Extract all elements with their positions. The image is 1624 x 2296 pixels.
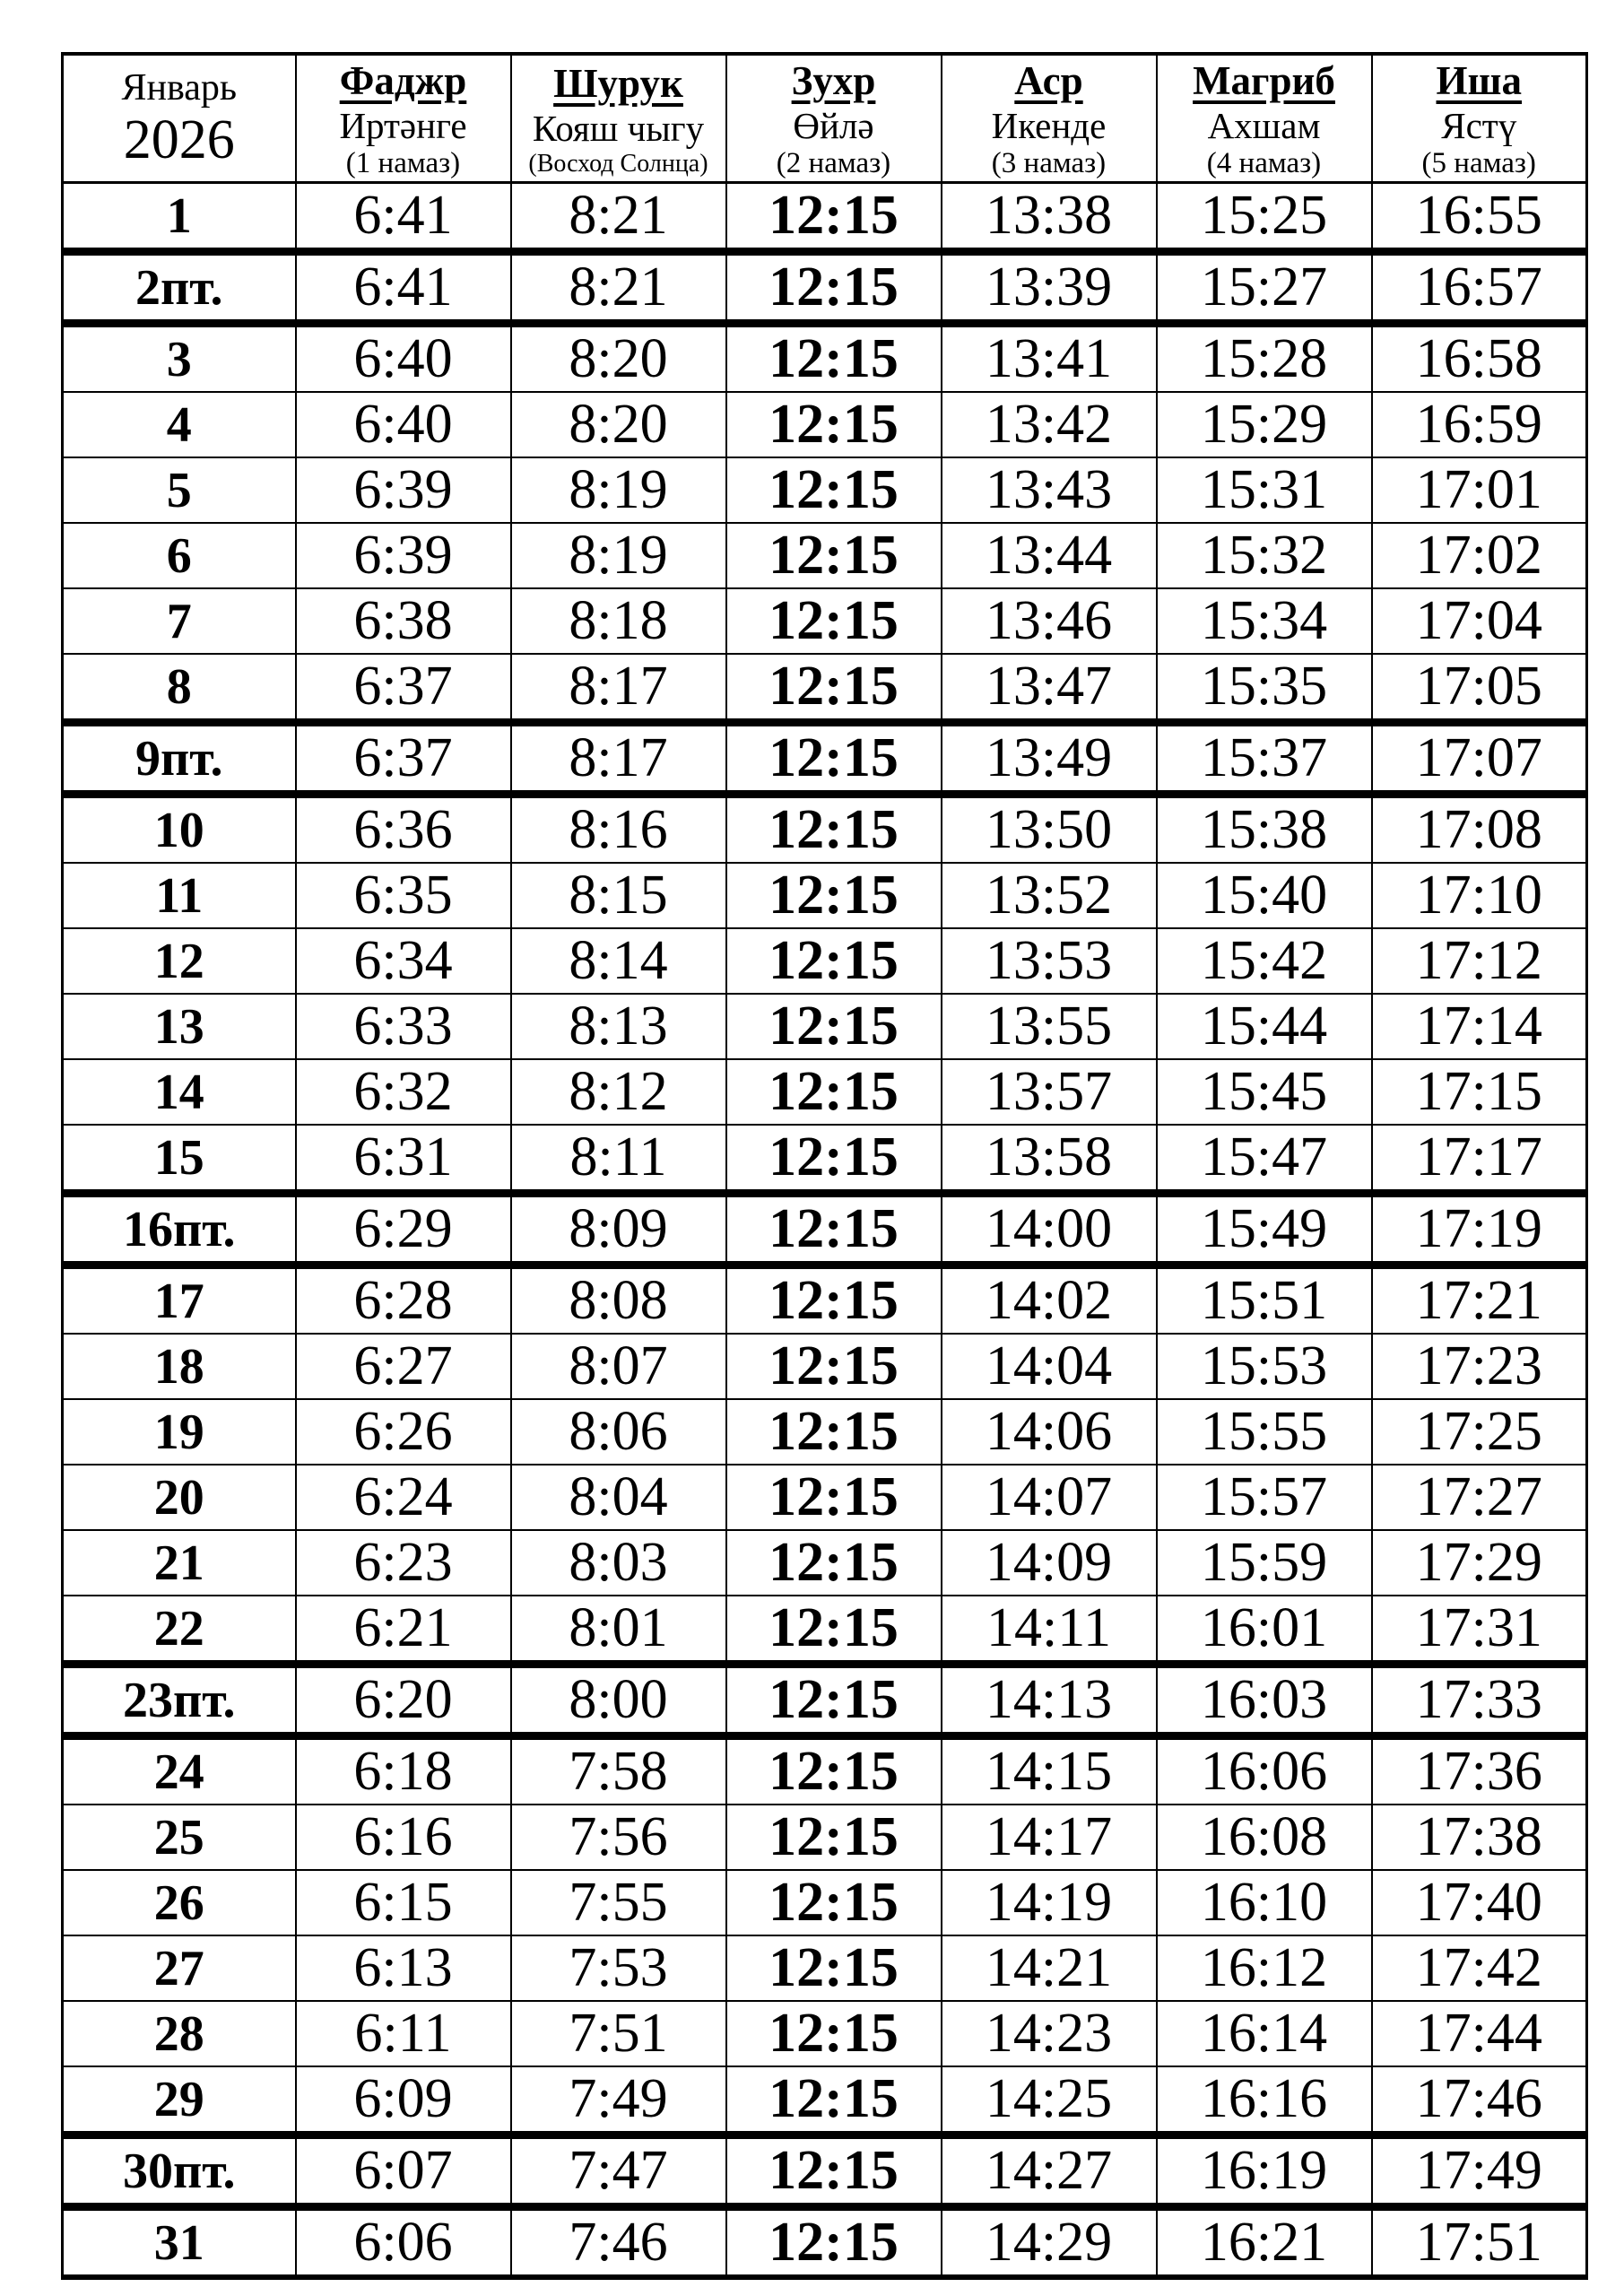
column-title: Иша bbox=[1436, 58, 1522, 103]
time-cell-maghrib: 16:10 bbox=[1157, 1870, 1372, 1935]
time-cell-zuhr: 12:15 bbox=[726, 183, 942, 252]
time-cell-asr: 14:19 bbox=[942, 1870, 1157, 1935]
column-header-isha bbox=[1372, 54, 1587, 183]
time-cell-zuhr: 12:15 bbox=[726, 1935, 942, 2001]
month-label: Январь bbox=[121, 66, 238, 109]
time-cell-shuruk: 8:19 bbox=[511, 457, 726, 523]
table-row bbox=[63, 1465, 1587, 1530]
table-row bbox=[63, 1194, 1587, 1265]
time-cell-shuruk: 8:14 bbox=[511, 928, 726, 994]
time-cell-shuruk: 8:15 bbox=[511, 863, 726, 928]
time-cell-isha: 17:05 bbox=[1372, 654, 1587, 723]
day-cell: 13 bbox=[63, 994, 296, 1059]
table-row bbox=[63, 2066, 1587, 2135]
time-cell-fajr: 6:40 bbox=[296, 324, 511, 393]
time-cell-maghrib: 15:25 bbox=[1157, 183, 1372, 252]
day-cell: 9пт. bbox=[63, 723, 296, 795]
table-row bbox=[63, 1736, 1587, 1805]
time-cell-isha: 17:33 bbox=[1372, 1665, 1587, 1736]
day-cell: 14 bbox=[63, 1059, 296, 1125]
time-cell-fajr: 6:33 bbox=[296, 994, 511, 1059]
time-cell-maghrib: 16:12 bbox=[1157, 1935, 1372, 2001]
time-cell-maghrib: 15:35 bbox=[1157, 654, 1372, 723]
time-cell-asr: 14:00 bbox=[942, 1194, 1157, 1265]
time-cell-maghrib: 15:38 bbox=[1157, 795, 1372, 864]
time-cell-shuruk: 8:03 bbox=[511, 1530, 726, 1596]
table-row bbox=[63, 183, 1587, 252]
time-cell-isha: 17:12 bbox=[1372, 928, 1587, 994]
time-cell-isha: 17:08 bbox=[1372, 795, 1587, 864]
time-cell-shuruk: 8:18 bbox=[511, 588, 726, 654]
time-cell-isha: 17:10 bbox=[1372, 863, 1587, 928]
time-cell-zuhr: 12:15 bbox=[726, 523, 942, 588]
time-cell-zuhr: 12:15 bbox=[726, 1465, 942, 1530]
table-row bbox=[63, 1334, 1587, 1399]
time-cell-asr: 13:43 bbox=[942, 457, 1157, 523]
time-cell-fajr: 6:32 bbox=[296, 1059, 511, 1125]
time-cell-maghrib: 15:59 bbox=[1157, 1530, 1372, 1596]
day-cell: 15 bbox=[63, 1125, 296, 1194]
time-cell-shuruk: 8:13 bbox=[511, 994, 726, 1059]
time-cell-zuhr: 12:15 bbox=[726, 392, 942, 457]
time-cell-asr: 14:04 bbox=[942, 1334, 1157, 1399]
time-cell-zuhr: 12:15 bbox=[726, 252, 942, 324]
time-cell-fajr: 6:28 bbox=[296, 1265, 511, 1335]
header-row bbox=[63, 54, 1587, 183]
time-cell-asr: 14:13 bbox=[942, 1665, 1157, 1736]
time-cell-asr: 13:55 bbox=[942, 994, 1157, 1059]
time-cell-zuhr: 12:15 bbox=[726, 588, 942, 654]
time-cell-maghrib: 15:37 bbox=[1157, 723, 1372, 795]
time-cell-maghrib: 15:53 bbox=[1157, 1334, 1372, 1399]
time-cell-isha: 17:01 bbox=[1372, 457, 1587, 523]
table-row bbox=[63, 723, 1587, 795]
time-cell-fajr: 6:38 bbox=[296, 588, 511, 654]
time-cell-isha: 17:51 bbox=[1372, 2207, 1587, 2278]
time-cell-zuhr: 12:15 bbox=[726, 1530, 942, 1596]
time-cell-fajr: 6:39 bbox=[296, 523, 511, 588]
table-row bbox=[63, 928, 1587, 994]
time-cell-shuruk: 7:56 bbox=[511, 1805, 726, 1870]
table-row bbox=[63, 2207, 1587, 2278]
time-cell-zuhr: 12:15 bbox=[726, 1870, 942, 1935]
column-caption: (4 намаз) bbox=[1206, 147, 1322, 180]
time-cell-shuruk: 8:21 bbox=[511, 252, 726, 324]
table-row bbox=[63, 588, 1587, 654]
day-cell: 28 bbox=[63, 2001, 296, 2066]
time-cell-fajr: 6:31 bbox=[296, 1125, 511, 1194]
day-cell: 24 bbox=[63, 1736, 296, 1805]
day-cell: 19 bbox=[63, 1399, 296, 1465]
time-cell-maghrib: 16:03 bbox=[1157, 1665, 1372, 1736]
time-cell-asr: 14:21 bbox=[942, 1935, 1157, 2001]
time-cell-fajr: 6:11 bbox=[296, 2001, 511, 2066]
time-cell-fajr: 6:36 bbox=[296, 795, 511, 864]
time-cell-zuhr: 12:15 bbox=[726, 1736, 942, 1805]
column-caption: (2 намаз) bbox=[776, 147, 891, 180]
day-cell: 30пт. bbox=[63, 2135, 296, 2207]
time-cell-zuhr: 12:15 bbox=[726, 795, 942, 864]
time-cell-zuhr: 12:15 bbox=[726, 654, 942, 723]
column-subtitle: Икенде bbox=[991, 105, 1107, 147]
time-cell-maghrib: 15:49 bbox=[1157, 1194, 1372, 1265]
day-cell: 20 bbox=[63, 1465, 296, 1530]
time-cell-shuruk: 8:17 bbox=[511, 654, 726, 723]
time-cell-isha: 17:27 bbox=[1372, 1465, 1587, 1530]
time-cell-fajr: 6:13 bbox=[296, 1935, 511, 2001]
day-cell: 7 bbox=[63, 588, 296, 654]
time-cell-fajr: 6:29 bbox=[296, 1194, 511, 1265]
time-cell-maghrib: 15:34 bbox=[1157, 588, 1372, 654]
time-cell-shuruk: 8:12 bbox=[511, 1059, 726, 1125]
time-cell-fajr: 6:07 bbox=[296, 2135, 511, 2207]
time-cell-fajr: 6:15 bbox=[296, 1870, 511, 1935]
time-cell-shuruk: 8:19 bbox=[511, 523, 726, 588]
time-cell-asr: 13:53 bbox=[942, 928, 1157, 994]
time-cell-isha: 17:44 bbox=[1372, 2001, 1587, 2066]
day-cell: 25 bbox=[63, 1805, 296, 1870]
time-cell-zuhr: 12:15 bbox=[726, 1805, 942, 1870]
day-cell: 1 bbox=[63, 183, 296, 252]
day-cell: 31 bbox=[63, 2207, 296, 2278]
day-cell: 6 bbox=[63, 523, 296, 588]
time-cell-isha: 17:40 bbox=[1372, 1870, 1587, 1935]
time-cell-fajr: 6:18 bbox=[296, 1736, 511, 1805]
table-row bbox=[63, 654, 1587, 723]
time-cell-asr: 13:39 bbox=[942, 252, 1157, 324]
time-cell-shuruk: 7:58 bbox=[511, 1736, 726, 1805]
day-cell: 12 bbox=[63, 928, 296, 994]
time-cell-shuruk: 8:09 bbox=[511, 1194, 726, 1265]
column-subtitle: Иртәнге bbox=[339, 105, 467, 147]
time-cell-maghrib: 16:06 bbox=[1157, 1736, 1372, 1805]
time-cell-fajr: 6:23 bbox=[296, 1530, 511, 1596]
time-cell-zuhr: 12:15 bbox=[726, 2135, 942, 2207]
time-cell-maghrib: 15:45 bbox=[1157, 1059, 1372, 1125]
day-cell: 4 bbox=[63, 392, 296, 457]
time-cell-zuhr: 12:15 bbox=[726, 1596, 942, 1665]
time-cell-asr: 13:38 bbox=[942, 183, 1157, 252]
time-cell-shuruk: 8:01 bbox=[511, 1596, 726, 1665]
column-subtitle: Кояш чыгу bbox=[532, 108, 705, 150]
time-cell-isha: 17:23 bbox=[1372, 1334, 1587, 1399]
time-cell-asr: 14:07 bbox=[942, 1465, 1157, 1530]
column-header-asr bbox=[942, 54, 1157, 183]
time-cell-maghrib: 15:51 bbox=[1157, 1265, 1372, 1335]
day-cell: 21 bbox=[63, 1530, 296, 1596]
time-cell-asr: 14:23 bbox=[942, 2001, 1157, 2066]
time-cell-fajr: 6:24 bbox=[296, 1465, 511, 1530]
time-cell-zuhr: 12:15 bbox=[726, 928, 942, 994]
table-row bbox=[63, 1596, 1587, 1665]
time-cell-isha: 17:02 bbox=[1372, 523, 1587, 588]
time-cell-shuruk: 8:20 bbox=[511, 324, 726, 393]
time-cell-shuruk: 7:47 bbox=[511, 2135, 726, 2207]
table-row bbox=[63, 523, 1587, 588]
time-cell-asr: 14:02 bbox=[942, 1265, 1157, 1335]
column-caption: (Восход Солнца) bbox=[528, 150, 708, 178]
time-cell-zuhr: 12:15 bbox=[726, 2001, 942, 2066]
time-cell-isha: 17:25 bbox=[1372, 1399, 1587, 1465]
time-cell-fajr: 6:41 bbox=[296, 183, 511, 252]
time-cell-isha: 17:42 bbox=[1372, 1935, 1587, 2001]
column-caption: (3 намаз) bbox=[991, 147, 1107, 180]
time-cell-shuruk: 7:51 bbox=[511, 2001, 726, 2066]
time-cell-fajr: 6:21 bbox=[296, 1596, 511, 1665]
day-cell: 8 bbox=[63, 654, 296, 723]
table-body bbox=[63, 183, 1587, 2278]
time-cell-isha: 16:55 bbox=[1372, 183, 1587, 252]
time-cell-zuhr: 12:15 bbox=[726, 863, 942, 928]
column-header-shuruk bbox=[511, 54, 726, 183]
time-cell-shuruk: 7:53 bbox=[511, 1935, 726, 2001]
time-cell-shuruk: 7:49 bbox=[511, 2066, 726, 2135]
column-subtitle: Ахшам bbox=[1207, 105, 1321, 147]
day-cell: 10 bbox=[63, 795, 296, 864]
time-cell-maghrib: 15:42 bbox=[1157, 928, 1372, 994]
time-cell-isha: 17:19 bbox=[1372, 1194, 1587, 1265]
time-cell-isha: 16:59 bbox=[1372, 392, 1587, 457]
table-row bbox=[63, 1870, 1587, 1935]
time-cell-maghrib: 16:19 bbox=[1157, 2135, 1372, 2207]
time-cell-fajr: 6:39 bbox=[296, 457, 511, 523]
time-cell-shuruk: 8:11 bbox=[511, 1125, 726, 1194]
table-row bbox=[63, 863, 1587, 928]
time-cell-zuhr: 12:15 bbox=[726, 994, 942, 1059]
time-cell-zuhr: 12:15 bbox=[726, 1059, 942, 1125]
time-cell-isha: 17:29 bbox=[1372, 1530, 1587, 1596]
time-cell-asr: 13:42 bbox=[942, 392, 1157, 457]
time-cell-asr: 14:27 bbox=[942, 2135, 1157, 2207]
column-title: Зухр bbox=[791, 58, 876, 103]
table-row bbox=[63, 252, 1587, 324]
column-title: Аср bbox=[1014, 58, 1083, 103]
day-cell: 27 bbox=[63, 1935, 296, 2001]
time-cell-shuruk: 8:06 bbox=[511, 1399, 726, 1465]
column-header-maghrib bbox=[1157, 54, 1372, 183]
time-cell-maghrib: 15:28 bbox=[1157, 324, 1372, 393]
time-cell-isha: 17:36 bbox=[1372, 1736, 1587, 1805]
table-row bbox=[63, 457, 1587, 523]
time-cell-asr: 13:58 bbox=[942, 1125, 1157, 1194]
time-cell-zuhr: 12:15 bbox=[726, 1399, 942, 1465]
time-cell-maghrib: 15:29 bbox=[1157, 392, 1372, 457]
table-row bbox=[63, 1059, 1587, 1125]
day-cell: 26 bbox=[63, 1870, 296, 1935]
time-cell-asr: 14:17 bbox=[942, 1805, 1157, 1870]
time-cell-zuhr: 12:15 bbox=[726, 1265, 942, 1335]
table-row bbox=[63, 795, 1587, 864]
time-cell-maghrib: 15:47 bbox=[1157, 1125, 1372, 1194]
time-cell-maghrib: 15:27 bbox=[1157, 252, 1372, 324]
time-cell-isha: 17:49 bbox=[1372, 2135, 1587, 2207]
time-cell-shuruk: 8:04 bbox=[511, 1465, 726, 1530]
time-cell-asr: 13:49 bbox=[942, 723, 1157, 795]
column-title: Магриб bbox=[1193, 58, 1335, 103]
day-cell: 3 bbox=[63, 324, 296, 393]
time-cell-zuhr: 12:15 bbox=[726, 2207, 942, 2278]
time-cell-isha: 17:15 bbox=[1372, 1059, 1587, 1125]
time-cell-zuhr: 12:15 bbox=[726, 2066, 942, 2135]
time-cell-fajr: 6:16 bbox=[296, 1805, 511, 1870]
time-cell-fajr: 6:35 bbox=[296, 863, 511, 928]
time-cell-fajr: 6:06 bbox=[296, 2207, 511, 2278]
time-cell-shuruk: 7:55 bbox=[511, 1870, 726, 1935]
time-cell-zuhr: 12:15 bbox=[726, 1125, 942, 1194]
time-cell-isha: 17:31 bbox=[1372, 1596, 1587, 1665]
time-cell-zuhr: 12:15 bbox=[726, 457, 942, 523]
table-row bbox=[63, 1530, 1587, 1596]
time-cell-maghrib: 15:40 bbox=[1157, 863, 1372, 928]
time-cell-isha: 17:46 bbox=[1372, 2066, 1587, 2135]
time-cell-maghrib: 15:31 bbox=[1157, 457, 1372, 523]
time-cell-isha: 17:38 bbox=[1372, 1805, 1587, 1870]
time-cell-shuruk: 8:07 bbox=[511, 1334, 726, 1399]
table-row bbox=[63, 1935, 1587, 2001]
day-cell: 11 bbox=[63, 863, 296, 928]
time-cell-maghrib: 16:16 bbox=[1157, 2066, 1372, 2135]
time-cell-isha: 17:14 bbox=[1372, 994, 1587, 1059]
table-row bbox=[63, 994, 1587, 1059]
day-cell: 16пт. bbox=[63, 1194, 296, 1265]
time-cell-maghrib: 16:14 bbox=[1157, 2001, 1372, 2066]
time-cell-fajr: 6:27 bbox=[296, 1334, 511, 1399]
column-header-zuhr bbox=[726, 54, 942, 183]
time-cell-fajr: 6:34 bbox=[296, 928, 511, 994]
time-cell-shuruk: 8:08 bbox=[511, 1265, 726, 1335]
column-caption: (1 намаз) bbox=[345, 147, 461, 180]
time-cell-zuhr: 12:15 bbox=[726, 324, 942, 393]
table-row bbox=[63, 2001, 1587, 2066]
time-cell-maghrib: 15:57 bbox=[1157, 1465, 1372, 1530]
time-cell-isha: 17:21 bbox=[1372, 1265, 1587, 1335]
table-row bbox=[63, 1805, 1587, 1870]
time-cell-fajr: 6:26 bbox=[296, 1399, 511, 1465]
time-cell-maghrib: 15:44 bbox=[1157, 994, 1372, 1059]
column-title: Шурук bbox=[553, 60, 683, 106]
column-title: Фаджр bbox=[339, 58, 467, 103]
day-cell: 2пт. bbox=[63, 252, 296, 324]
time-cell-fajr: 6:37 bbox=[296, 723, 511, 795]
day-cell: 5 bbox=[63, 457, 296, 523]
time-cell-shuruk: 8:16 bbox=[511, 795, 726, 864]
column-caption: (5 намаз) bbox=[1421, 147, 1536, 180]
time-cell-shuruk: 8:17 bbox=[511, 723, 726, 795]
time-cell-fajr: 6:20 bbox=[296, 1665, 511, 1736]
day-cell: 22 bbox=[63, 1596, 296, 1665]
table-row bbox=[63, 324, 1587, 393]
time-cell-fajr: 6:41 bbox=[296, 252, 511, 324]
time-cell-asr: 13:57 bbox=[942, 1059, 1157, 1125]
time-cell-fajr: 6:37 bbox=[296, 654, 511, 723]
time-cell-zuhr: 12:15 bbox=[726, 1194, 942, 1265]
time-cell-shuruk: 7:46 bbox=[511, 2207, 726, 2278]
table-row bbox=[63, 1665, 1587, 1736]
time-cell-asr: 14:11 bbox=[942, 1596, 1157, 1665]
time-cell-zuhr: 12:15 bbox=[726, 1334, 942, 1399]
time-cell-asr: 13:47 bbox=[942, 654, 1157, 723]
column-header-fajr bbox=[296, 54, 511, 183]
time-cell-asr: 14:15 bbox=[942, 1736, 1157, 1805]
time-cell-shuruk: 8:20 bbox=[511, 392, 726, 457]
time-cell-maghrib: 15:32 bbox=[1157, 523, 1372, 588]
time-cell-isha: 16:58 bbox=[1372, 324, 1587, 393]
time-cell-asr: 13:41 bbox=[942, 324, 1157, 393]
time-cell-asr: 14:29 bbox=[942, 2207, 1157, 2278]
time-cell-fajr: 6:40 bbox=[296, 392, 511, 457]
time-cell-isha: 17:04 bbox=[1372, 588, 1587, 654]
day-cell: 29 bbox=[63, 2066, 296, 2135]
time-cell-asr: 14:06 bbox=[942, 1399, 1157, 1465]
table-row bbox=[63, 1125, 1587, 1194]
time-cell-shuruk: 8:21 bbox=[511, 183, 726, 252]
table-row bbox=[63, 1399, 1587, 1465]
time-cell-zuhr: 12:15 bbox=[726, 723, 942, 795]
time-cell-asr: 14:09 bbox=[942, 1530, 1157, 1596]
table-header bbox=[63, 54, 1587, 183]
column-subtitle: Өйлә bbox=[793, 105, 874, 147]
month-year-cell bbox=[63, 54, 296, 183]
time-cell-isha: 17:07 bbox=[1372, 723, 1587, 795]
time-cell-asr: 13:46 bbox=[942, 588, 1157, 654]
prayer-timetable bbox=[61, 52, 1588, 2280]
day-cell: 17 bbox=[63, 1265, 296, 1335]
day-cell: 23пт. bbox=[63, 1665, 296, 1736]
time-cell-fajr: 6:09 bbox=[296, 2066, 511, 2135]
time-cell-asr: 13:44 bbox=[942, 523, 1157, 588]
time-cell-maghrib: 16:21 bbox=[1157, 2207, 1372, 2278]
time-cell-zuhr: 12:15 bbox=[726, 1665, 942, 1736]
time-cell-maghrib: 15:55 bbox=[1157, 1399, 1372, 1465]
time-cell-maghrib: 16:08 bbox=[1157, 1805, 1372, 1870]
table-row bbox=[63, 392, 1587, 457]
time-cell-maghrib: 16:01 bbox=[1157, 1596, 1372, 1665]
time-cell-isha: 17:17 bbox=[1372, 1125, 1587, 1194]
time-cell-asr: 14:25 bbox=[942, 2066, 1157, 2135]
time-cell-asr: 13:50 bbox=[942, 795, 1157, 864]
table-row bbox=[63, 2135, 1587, 2207]
time-cell-isha: 16:57 bbox=[1372, 252, 1587, 324]
day-cell: 18 bbox=[63, 1334, 296, 1399]
time-cell-asr: 13:52 bbox=[942, 863, 1157, 928]
year-label: 2026 bbox=[123, 109, 235, 171]
table-row bbox=[63, 1265, 1587, 1335]
time-cell-shuruk: 8:00 bbox=[511, 1665, 726, 1736]
column-subtitle: Ястү bbox=[1441, 105, 1517, 147]
